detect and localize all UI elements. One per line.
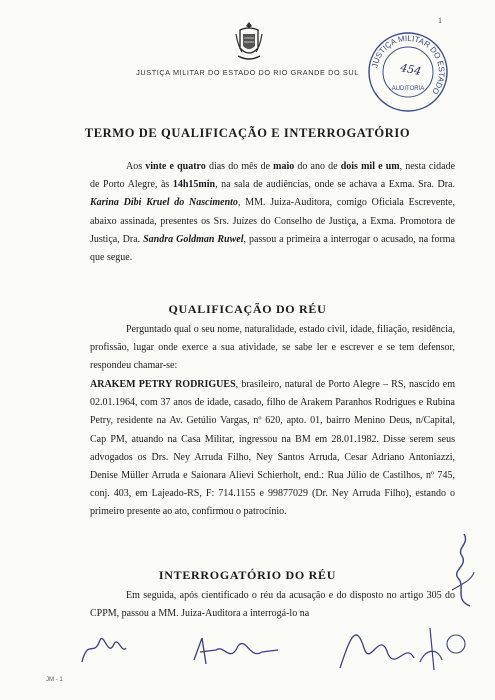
p1-day: vinte e quatro (145, 161, 206, 172)
page-number: 1 (438, 16, 442, 25)
p1-month: maio (273, 161, 295, 172)
section-title-qualification: QUALIFICAÇÃO DO RÉU (168, 302, 327, 316)
stamp-ring-text: JUSTIÇA MILITAR DO ESTADO (370, 33, 447, 96)
p1-year: dois mil e um (340, 161, 400, 172)
p1-text-6: , MM. Juiza-Auditora, comigo Oficiala Escrevente, abaixo assinada, presentes os Srs. Juízes do Conselho de Justiça, a Exma. Promotora de Justiça, Dra. (90, 197, 455, 245)
coat-of-arms-icon (234, 20, 264, 62)
p3-text: , brasileiro, natural de Porto Alegre – RS, nascido em 02.01.1964, com 37 anos de idade, casado, filho de Arakem Paranhos Rodrigues e Rubina Petry, residente na Av. Getúlio Vargas, nº 620, apto. 01, bairro Menino Deus, n/Capital, Cap PM, atuando na Casa Militar, ingressou na BM em 28.01.1982. Disse serem seus advogados os Drs. Ney Arruda Filho, Ney Santos Arruda, Cesar Adriano Antoniazzi, Denise Müller Arruda e Saionara Alievi Schierholt, end.: Rua Júlio de Castilhos, nº 745, conj. 403, em Lajeado-RS, F: 714.1155 e 99877029 (Dr. Ney Arruda Filho), estando o primeiro presente ao ato, confirmou o patrocínio. (90, 379, 455, 518)
footer-code: JM - 1 (46, 677, 63, 683)
signature-1 (78, 628, 128, 668)
defendant-name: ARAKEM PETRY RODRIGUES (90, 379, 236, 390)
p1-text-7: , passou a primeira a interrogar o acusado, na forma que segue. (90, 233, 455, 264)
opening-paragraph (90, 158, 455, 267)
p1-text-4: , nesta cidade de Porto Alegre, às (90, 161, 456, 191)
stamp-handwritten-number: 454 (399, 61, 423, 79)
p1-judge-name: Karina Dibi Kruel do Nascimento (90, 197, 238, 209)
institution-name: JUSTIÇA MILITAR DO ESTADO DO RIO GRANDE DO SUL (136, 68, 359, 77)
p1-prosecutor-name: Sandra Goldman Ruwel (143, 233, 244, 245)
document-title: TERMO DE QUALIFICAÇÃO E INTERROGATÓRIO (84, 126, 411, 140)
p1-text-2: dias do mês de (205, 161, 274, 172)
section-title-interrogation: INTERROGATÓRIO DO RÉU (158, 568, 337, 582)
p4-text: Em seguida, após cientificado o réu da acusação e do disposto no artigo 305 do CPPM, passou a MM. Juiza-Auditora a interrogá-lo na (90, 590, 455, 620)
signature-3 (330, 618, 470, 674)
question-paragraph (90, 321, 455, 376)
p1-text-5: , na sala de audiências, onde se achava a Exma. Sra. Dra. (215, 179, 455, 191)
stamp-inner-text: AUDITORIA (391, 86, 425, 92)
p1-text-3: do ano de (294, 161, 341, 172)
signature-2 (190, 630, 280, 670)
margin-signature (444, 530, 478, 610)
official-stamp (366, 30, 450, 114)
p1-time: 14h15min (172, 179, 216, 191)
identification-paragraph (90, 376, 455, 522)
p1-text-1: Aos (126, 161, 146, 172)
p2-text: Perguntado qual o seu nome, naturalidade, estado civil, idade, filiação, residência, profissão, lugar onde exerce a sua atividade, se sabe ler e escrever e se tem defensor, respondeu chamar-se: (90, 324, 455, 372)
